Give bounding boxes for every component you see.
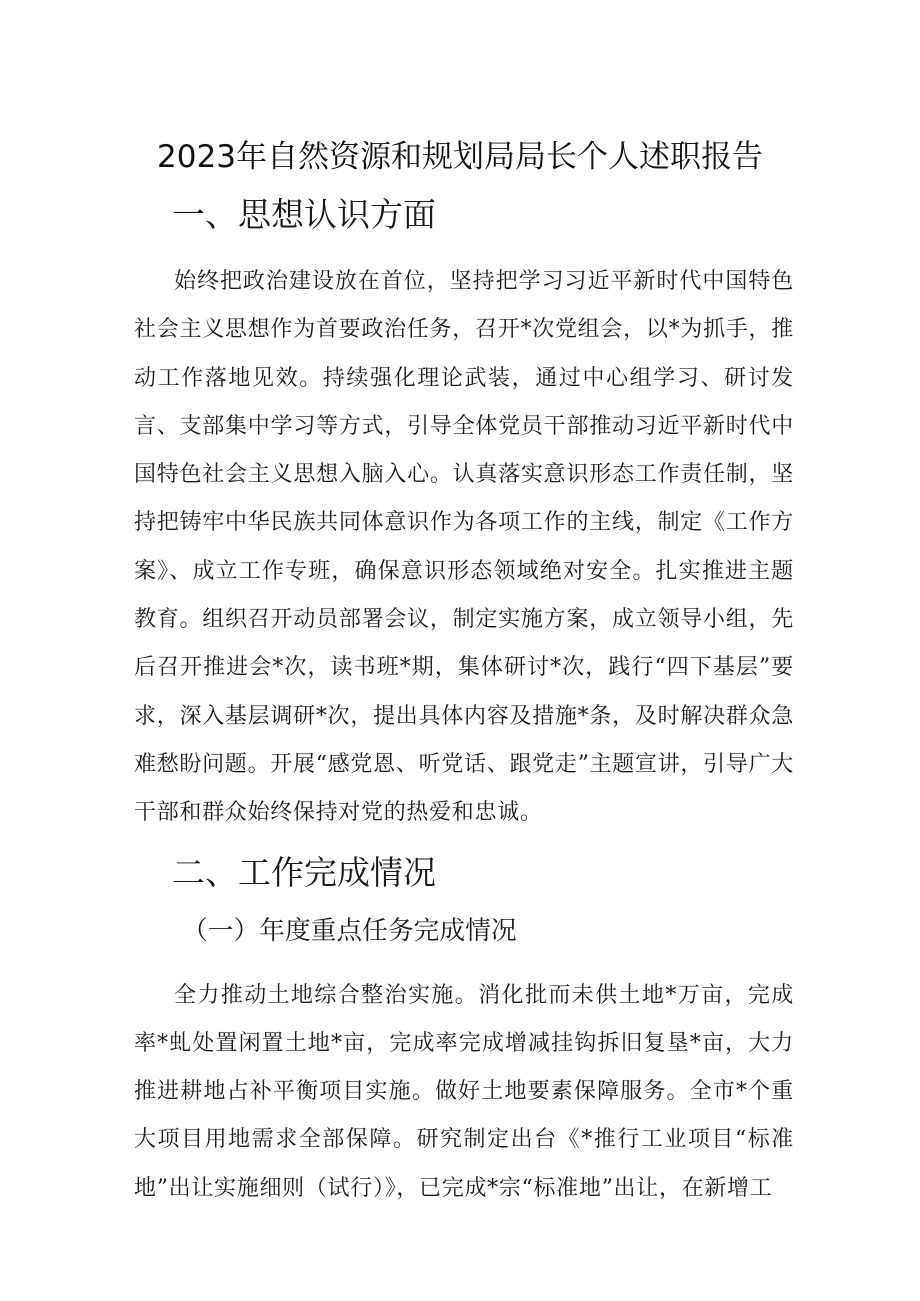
- document-title: 2023年自然资源和规划局局长个人述职报告: [157, 139, 763, 175]
- paragraph-key-tasks: 全力推动土地综合整治实施。消化批而未供土地*万亩，完成率*虬处置闲置土地*亩，完成率完成增减挂钩拆旧复垦*亩，大力推进耕地占补平衡项目实施。做好土地要素保障服务。全市*个重大项目用地需求全部保障。研究制定出台《*推行工业项目“标准地”出让实施细则（试行）》，已完成*宗“标准地”出让，在新增工: [134, 982, 794, 1201]
- document-body: [134, 195, 794, 1233]
- paragraph-ideology: 始终把政治建设放在首位，坚持把学习习近平新时代中国特色社会主义思想作为首要政治任务，召开*次党组会，以*为抓手，推动工作落地见效。持续强化理论武装，通过中心组学习、研讨发言、支部集中学习等方式，引导全体党员干部推动习近平新时代中国特色社会主义思想入脑入心。认真落实意识形态工作责任制，坚持把铸牢中华民族共同体意识作为各项工作的主线，制定《工作方案》、成立工作专班，确保意识形态领域绝对安全。扎实推进主题教育。组织召开动员部署会议，制定实施方案，成立领导小组，先后召开推进会*次，读书班*期，集体研讨*次，践行“四下基层”要求，深入基层调研*次，提出具体内容及措施*条，及时解决群众急难愁盼问题。开展“感党恩、听党话、跟党走”主题宣讲，引导广大干部和群众始终保持对党的热爱和忠诚。: [134, 269, 794, 826]
- subsection-heading-key-tasks: （一）年度重点任务完成情况: [182, 915, 517, 946]
- section-heading-work-completion: 二、工作完成情况: [172, 852, 436, 892]
- section-heading-ideology: 一、思想认识方面: [172, 195, 436, 234]
